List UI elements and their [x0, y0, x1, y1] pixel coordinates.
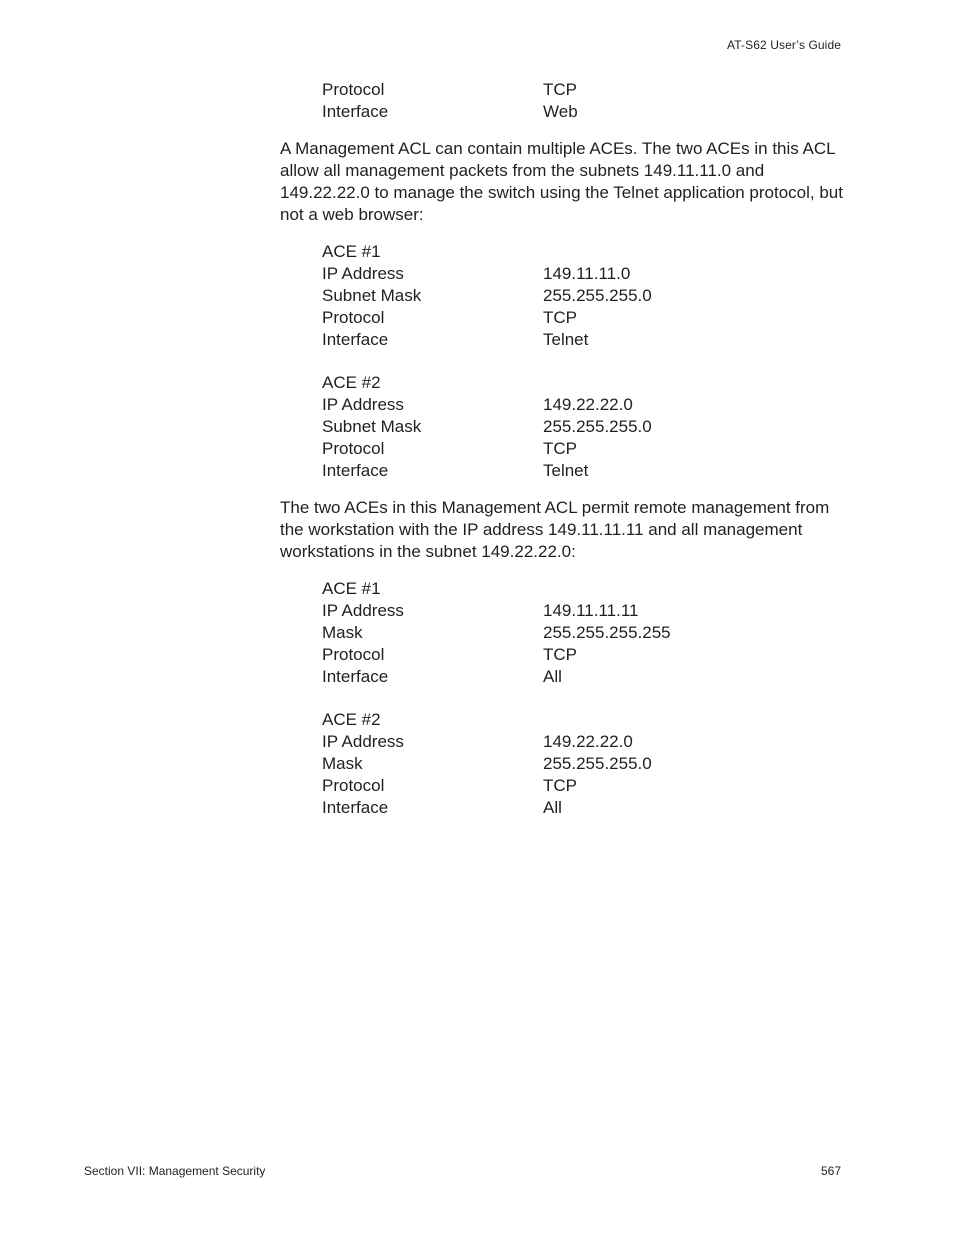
kv-value: 149.22.22.0 [543, 732, 633, 751]
kv-value: 149.11.11.11 [543, 601, 639, 620]
kv-row [322, 775, 845, 797]
paragraph-remote-management: The two ACEs in this Management ACL permit remote management from the workstation with the IP address 149.11.11.11 and all management workstations in the subnet 149.22.22.0: [280, 498, 830, 561]
kv-row [322, 285, 845, 307]
kv-label: IP Address [322, 732, 404, 751]
kv-value: Web [543, 102, 578, 121]
kv-label: Subnet Mask [322, 286, 422, 305]
kv-label: Interface [322, 102, 389, 121]
ace-title: ACE #1 [322, 242, 381, 261]
kv-row [322, 416, 845, 438]
footer-section-title: Section VII: Management Security [84, 1164, 266, 1178]
block-spacer [280, 351, 845, 372]
kv-row [322, 263, 845, 285]
kv-row [322, 438, 845, 460]
kv-row [322, 101, 845, 123]
kv-label: Interface [322, 667, 389, 686]
running-header: AT-S62 User’s Guide [727, 38, 841, 52]
kv-row [322, 644, 845, 666]
kv-row [322, 666, 845, 688]
kv-row [322, 600, 845, 622]
kv-row [322, 731, 845, 753]
kv-label: Interface [322, 798, 389, 817]
kv-value: TCP [543, 645, 577, 664]
kv-row [322, 307, 845, 329]
kv-label: Subnet Mask [322, 417, 422, 436]
kv-row [322, 329, 845, 351]
kv-label: IP Address [322, 264, 404, 283]
kv-label: Protocol [322, 308, 385, 327]
example2-ace1 [322, 578, 845, 688]
ace-title: ACE #2 [322, 710, 381, 729]
kv-value: TCP [543, 776, 577, 795]
example1-ace1 [322, 241, 845, 351]
example1-ace2 [322, 372, 845, 482]
ace-title: ACE #2 [322, 373, 381, 392]
kv-value: TCP [543, 308, 577, 327]
kv-label: Protocol [322, 80, 385, 99]
kv-label: Protocol [322, 439, 385, 458]
kv-row [322, 460, 845, 482]
kv-row [322, 79, 845, 101]
kv-row [322, 394, 845, 416]
kv-label: Protocol [322, 776, 385, 795]
kv-value: 149.11.11.0 [543, 264, 631, 283]
page-number: 567 [820, 1164, 841, 1178]
kv-value: 255.255.255.255 [543, 623, 671, 642]
kv-row [322, 753, 845, 775]
kv-label: IP Address [322, 395, 404, 414]
kv-value: 255.255.255.0 [543, 754, 652, 773]
kv-value: All [543, 667, 562, 686]
example2-ace2 [322, 709, 845, 819]
kv-value: TCP [543, 439, 577, 458]
kv-label: Protocol [322, 645, 385, 664]
kv-value: TCP [543, 80, 577, 99]
kv-value: 149.22.22.0 [543, 395, 633, 414]
kv-label: Mask [322, 623, 363, 642]
paragraph-multiple-aces: A Management ACL can contain multiple ACEs. The two ACEs in this ACL allow all management packets from the subnets 149.11.11.0 and 149.22.22.0 to manage the switch using the Telnet application protocol, but not a web browser: [280, 139, 843, 224]
page-content [280, 79, 845, 819]
kv-value: All [543, 798, 562, 817]
kv-value: 255.255.255.0 [543, 417, 652, 436]
kv-label: Interface [322, 461, 389, 480]
kv-row [322, 622, 845, 644]
kv-row [322, 797, 845, 819]
block-spacer [280, 688, 845, 709]
kv-value: Telnet [543, 330, 589, 349]
kv-label: Interface [322, 330, 389, 349]
kv-label: IP Address [322, 601, 404, 620]
kv-label: Mask [322, 754, 363, 773]
ace-title: ACE #1 [322, 579, 381, 598]
kv-value: 255.255.255.0 [543, 286, 652, 305]
top-ace-fragment [322, 79, 845, 123]
kv-value: Telnet [543, 461, 589, 480]
